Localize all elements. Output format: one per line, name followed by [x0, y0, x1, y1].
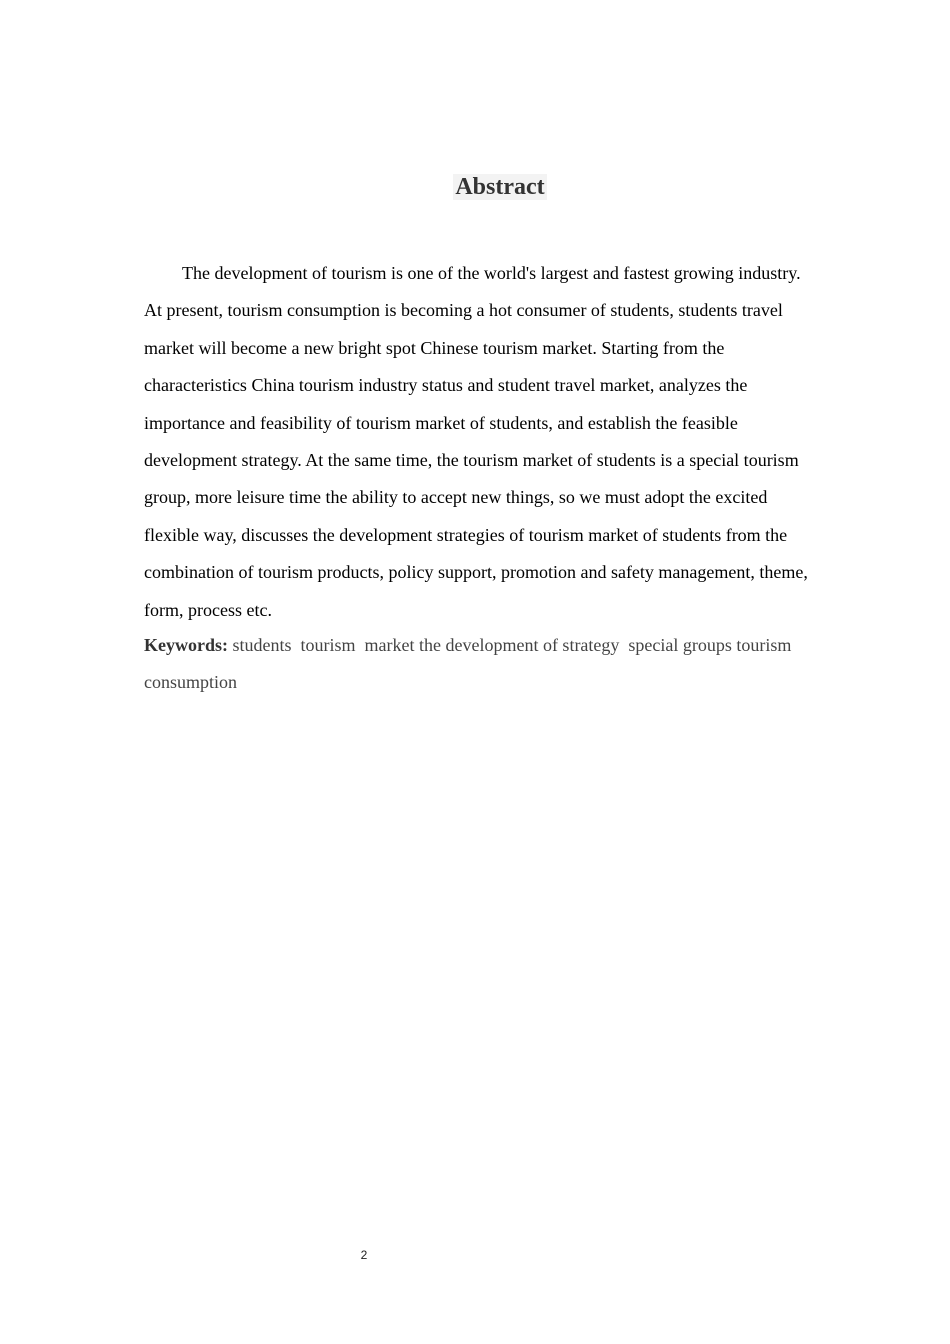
abstract-title — [0, 170, 950, 204]
abstract-body: The development of tourism is one of the world's largest and fastest growing industry. At present, tourism consumption is becoming a hot consumer of students, students travel market will become a new bright spot Chinese tourism market. Starting from the characteristics China tourism industry status and student travel market, analyzes the importance and feasibility of tourism market of students, and establish the feasible development strategy. At the same time, the tourism market of students is a special tourism group, more leisure time the ability to accept new things, so we must adopt the excited flexible way, discusses the development strategies of tourism market of students from the combination of tourism products, policy support, promotion and safety management, theme, form, process etc. — [144, 263, 808, 620]
keywords-text: students tourism market the development of strategy special groups tourism consumption — [144, 635, 796, 693]
keywords-label: Keywords: — [144, 635, 228, 655]
keywords-line — [144, 627, 809, 702]
page-number: 2 — [360, 1248, 368, 1262]
abstract-title-text: Abstract — [455, 174, 545, 200]
